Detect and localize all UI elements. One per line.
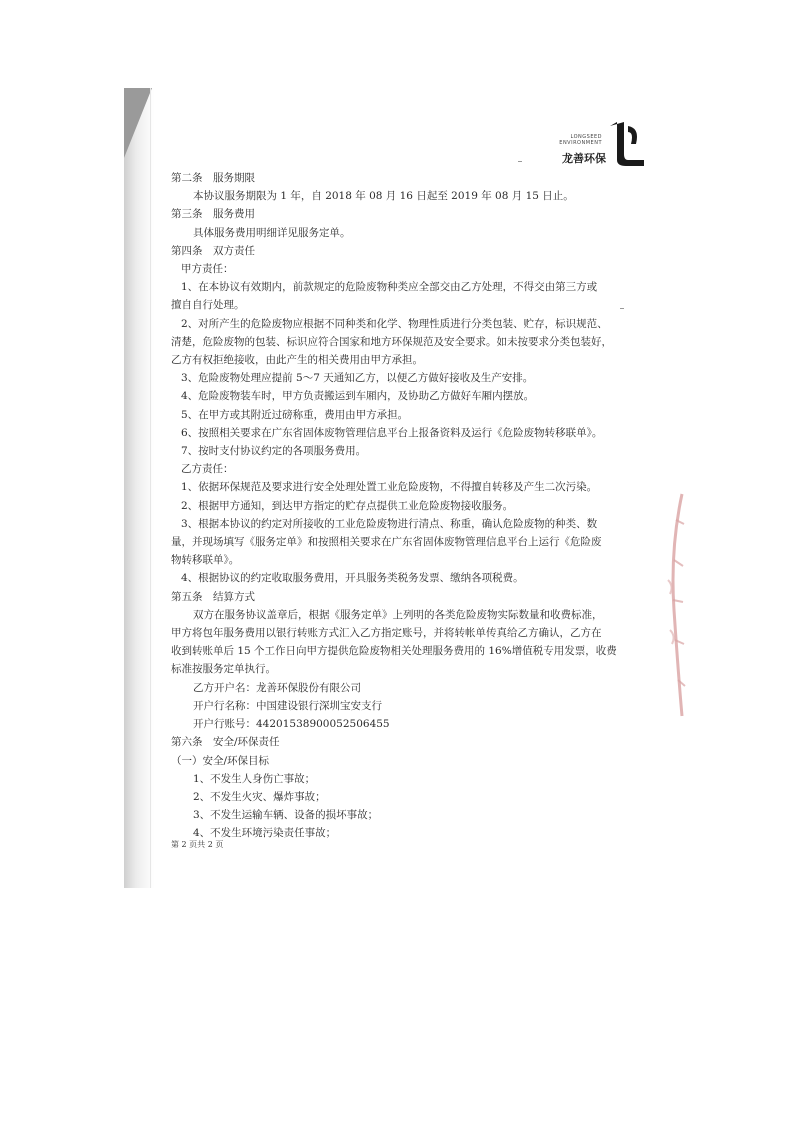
goal-4: 4、不发生环境污染责任事故； xyxy=(193,827,337,840)
party-b-item-3-line-1: 3、根据本协议的约定对所接收的工业危险废物进行清点、称重，确认危险废物的种类、数 xyxy=(181,517,598,530)
company-logo xyxy=(548,120,648,170)
party-a-item-1-line-2: 擅自自行处理。 xyxy=(171,299,245,312)
party-b-item-2: 2、根据甲方通知，到达甲方指定的贮存点提供工业危险废物接收服务。 xyxy=(181,499,514,512)
section-2-title: 第二条 服务期限 xyxy=(171,172,255,184)
seal-stamp-edge xyxy=(664,490,686,720)
party-a-item-5: 5、在甲方或其附近过磅称重，费用由甲方承担。 xyxy=(181,408,409,421)
party-b-item-4: 4、根据协议的约定收取服务费用，开具服务类税务发票、缴纳各项税费。 xyxy=(181,572,524,585)
section-5-line-1: 双方在服务协议盖章后，根据《服务定单》上列明的各类危险废物实际数量和收费标准， xyxy=(193,608,603,621)
party-a-item-3: 3、危险废物处理应提前 5～7 天通知乙方，以便乙方做好接收及生产安排。 xyxy=(181,372,534,385)
party-a-item-2-line-3: 乙方有权拒绝接收，由此产生的相关费用由甲方承担。 xyxy=(171,354,423,367)
party-a-item-4: 4、危险废物装车时，甲方负责搬运到车厢内，及协助乙方做好车厢内摆放。 xyxy=(181,390,535,403)
party-b-item-3-line-2: 量，并现场填写《服务定单》和按照相关要求在广东省固体废物管理信息平台上运行《危险废 xyxy=(171,536,602,549)
section-5-line-2: 甲方将包年服务费用以银行转账方式汇入乙方指定账号，并将转帐单传真给乙方确认，乙方在 xyxy=(171,627,602,640)
page-edge xyxy=(150,88,151,888)
account-name: 乙方开户名：龙善环保股份有限公司 xyxy=(193,681,361,694)
section-3-text: 具体服务费用明细详见服务定单。 xyxy=(193,226,351,239)
page-number: 第 2 页共 2 页 xyxy=(171,840,224,849)
party-a-item-2-line-1: 2、对所产生的危险废物应根据不同种类和化学、物理性质进行分类包装、贮存，标识规范、 xyxy=(181,317,608,330)
section-4-title: 第四条 双方责任 xyxy=(171,244,255,257)
party-b-title: 乙方责任： xyxy=(181,463,234,476)
section-5-line-3: 收到转账单后 15 个工作日向甲方提供危险废物相关处理服务费用的 16%增值税专用发票，收费 xyxy=(171,645,617,658)
logo-english-text: LONGSEED ENVIRONMENT xyxy=(559,134,602,146)
section-6-title: 第六条 安全/环保责任 xyxy=(171,736,280,749)
party-a-item-7: 7、按时支付协议约定的各项服务费用。 xyxy=(181,445,367,458)
goal-2: 2、不发生火灾、爆炸事故； xyxy=(193,790,326,803)
bank-name: 开户行名称：中国建设银行深圳宝安支行 xyxy=(193,699,382,712)
scan-speck xyxy=(620,308,624,309)
scan-speck xyxy=(518,161,522,162)
party-b-item-1: 1、依据环保规范及要求进行安全处理处置工业危险废物，不得擅自转移及产生二次污染。 xyxy=(181,481,598,494)
account-number: 开户行账号：44201538900052506455 xyxy=(193,718,390,731)
logo-mark-icon xyxy=(606,120,646,170)
section-6-subtitle: （一）安全/环保目标 xyxy=(171,754,270,767)
goal-3: 3、不发生运输车辆、设备的损坏事故； xyxy=(193,809,379,822)
section-5-title: 第五条 结算方式 xyxy=(171,590,255,603)
section-5-line-4: 标准按服务定单执行。 xyxy=(171,663,276,676)
logo-chinese-text: 龙善环保 xyxy=(562,152,606,165)
party-a-item-1-line-1: 1、在本协议有效期内，前款规定的危险废物种类应全部交由乙方处理，不得交由第三方或 xyxy=(181,281,598,294)
party-a-item-2-line-2: 清楚，危险废物的包装、标识应符合国家和地方环保规范及安全要求。如未按要求分类包装好， xyxy=(171,335,612,348)
party-b-item-3-line-3: 物转移联单》。 xyxy=(171,554,240,567)
contract-body xyxy=(171,169,671,843)
folded-corner xyxy=(124,88,152,158)
party-a-item-6: 6、按照相关要求在广东省固体废物管理信息平台上报备资料及运行《危险废物转移联单》。 xyxy=(181,426,603,439)
section-2-text: 本协议服务期限为 1 年，自 2018 年 08 月 16 日起至 2019 年 08 月 15 日止。 xyxy=(193,190,574,203)
section-3-title: 第三条 服务费用 xyxy=(171,208,255,221)
goal-1: 1、不发生人身伤亡事故； xyxy=(193,772,316,785)
party-a-title: 甲方责任： xyxy=(181,263,234,276)
